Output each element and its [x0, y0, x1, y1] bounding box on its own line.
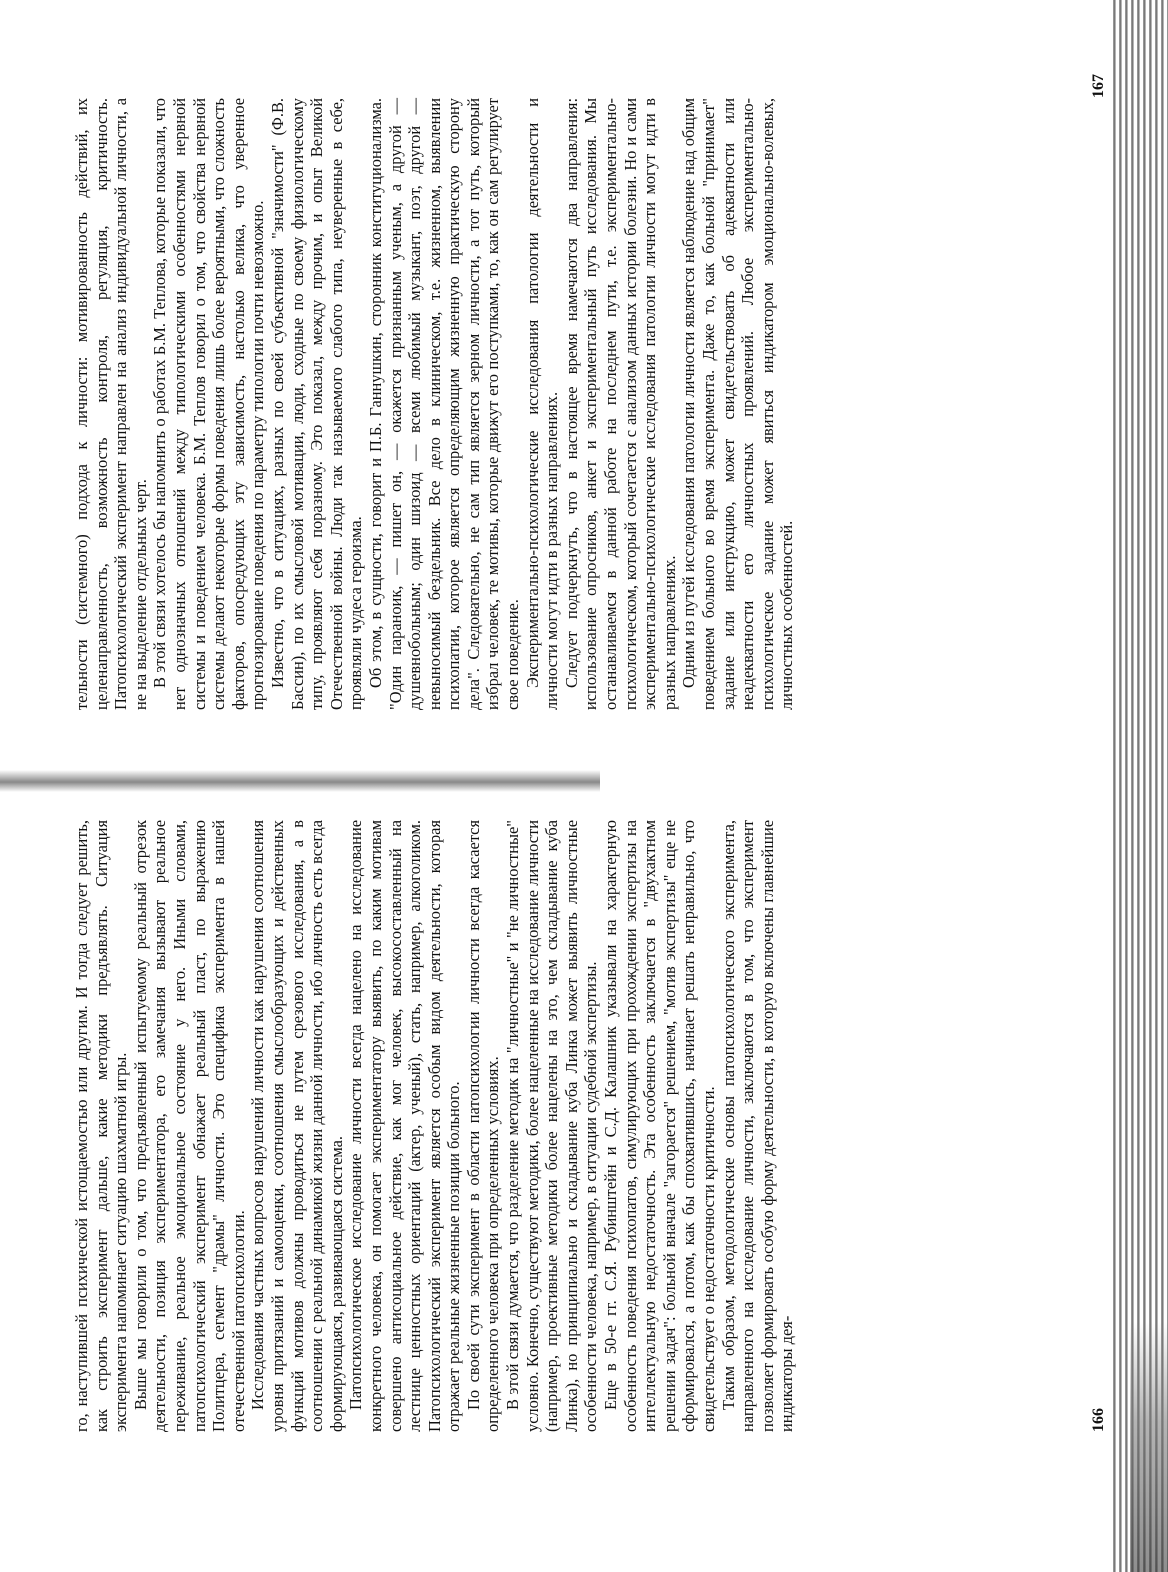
page-number: 167 — [1090, 74, 1107, 98]
paragraph: тельности (системного) подхода к личности: мотивированность действий, их целенаправленность, возможность контроля, регуляция, критичность. Патопсихологический эксперимент направлен на анализ индивидуальной личности, а не на выделение отдельных черт. — [72, 98, 150, 710]
left-page — [0, 782, 1168, 1572]
paragraph: В этой связи хотелось бы напомнить о работах Б.М. Теплова, которые показали, что нет однозначных отношений между типологическими особенностями нервной системы и поведением человека. Б.М. Теплов говорил о том, что свойства нервной системы делают некоторые формы поведения лишь более вероятными, что сложность факторов, опосредующих эту зависимость, настолько велика, что уверенное прогнозирование поведения по параметру типологии почти невозможно. — [150, 98, 268, 710]
paragraph: Известно, что в ситуациях, разных по своей субъективной "значимости" (Ф.В. Бассин), по их смысловой мотивации, люди, сходные по своему физиологическому типу, проявляют себя поразному. Это показал, между прочим, и опыт Великой Отечественной войны. Люди так называемого слабого типа, неуверенные в себе, проявляли чудеса героизма. — [267, 98, 366, 710]
left-page-text — [72, 820, 797, 1432]
paragraph: Выше мы говорили о том, что предъявленный испытуемому реальный отрезок деятельности, позиция экспериментатора, его замечания вызывают реальное переживание, реальное эмоциональное состояние у него. Иными словами, патопсихологический эксперимент обнажает реальный пласт, по выражению Политцера, сегмент "драмы" личности. Это специфика эксперимента в нашей отечественной патопсихологии. — [130, 820, 248, 1432]
paragraph: По своей сути эксперимент в области патопсихологии личности всегда касается определенного человека при определенных условиях. — [463, 820, 503, 1432]
paragraph: Одним из путей исследования патологии личности является наблюдение над общим поведением больного во время эксперимента. Даже то, как больной "принимает" задание или инструкцию, может свидетельствовать об адекватности или неадекватности его личностных проявлений. Любое экспериментально-психологическое задание может явиться индикатором эмоционально-волевых, личностных особенностей. — [679, 98, 797, 710]
right-page — [0, 0, 1168, 782]
paragraph: Еще в 50-е гг. С.Я. Рубинштейн и С.Д. Калашник указывали на характерную особенность поведения психопатов, симулирующих при прохождении экспертизы на интеллектуальную недостаточность. Эта особенность заключается в "двухактном решении задач": больной вначале "загорается" решением, "мотив экспертизы" еще не сформировался, а потом, как бы спохватившись, начинает решать неправильно, что свидетельствует о недостаточности критичности. — [601, 820, 718, 1432]
paragraph: Патопсихологическое исследование личности всегда нацелено на исследование конкретного человека, он помогает экспериментатору выявить, по каким мотивам совершено антисоциальное действие, как мог человек, высокосоставленный на лестнице ценностных ориентаций (актер, ученый), стать, например, алкоголиком. Патопсихологический эксперимент является особым видом деятельности, которая отражает реальные жизненные позиции больного. — [346, 820, 464, 1432]
paragraph: Исследования частных вопросов нарушений личности как нарушения соотношения уровня притязаний и самооценки, соотношения смыслообразующих и действенных функций мотивов должны проводиться не путем срезового исследования, а в соотношении с реальной динамикой жизни данной личности, ибо личность есть всегда формирующаяся, развивающаяся система. — [248, 820, 346, 1432]
paragraph: го, наступившей психической истощаемостью или другим. И тогда следует решить, как строить эксперимент дальше, какие методики предъявлять. Ситуация эксперимента напоминает ситуацию шахматной игры. — [72, 820, 131, 1432]
paragraph: Следует подчеркнуть, что в настоящее время намечаются два направления: использование опросников, анкет и экспериментальный путь исследования. Мы останавливаемся в данной работе на последнем пути, т.е. экспериментально-психологическом, который сочетается с анализом данных истории болезни. Но и сами экспериментально-психологические исследования патологии личности могут идти в разных направлениях. — [561, 98, 679, 710]
right-page-text — [72, 98, 797, 710]
paragraph: Таким образом, методологические основы патопсихологического эксперимента, направленного на исследование личности, заключаются в том, что эксперимент позволяет формировать особую форму деятельности, в которую включены главнейшие индикаторы дея- — [718, 820, 797, 1432]
paragraph: В этой связи думается, что разделение методик на "личностные" и "не личностные" условно. Конечно, существуют методики, более нацеленные на исследование личности (например, проективные методики более нацелены на это, чем складывание куба Линка), но принципиально и складывание куба Линка может выявить личностные особенности человека, например, в ситуации судебной экспертизы. — [503, 820, 601, 1432]
page-number: 166 — [1090, 1408, 1107, 1432]
paragraph: Об этом, в сущности, говорит и П.Б. Ганнушкин, сторонник конституционализма. "Один параноик, — пишет он, — окажется признанным ученым, а другой — душевнобольным; один шизоид — всеми любимый музыкант, поэт, другой — невыносимый бездельник. Все дело в клиническом, т.е. жизненном, выявлении психопатии, которое является определяющим жизненную практическую сторону дела". Следовательно, не сам тип является зерном личности, а тот путь, который избрал человек, те мотивы, которые движут его поступками, то, как он сам регулирует свое поведение. — [365, 98, 523, 710]
paragraph: Экспериментально-психологические исследования патологии деятельности и личности могут идти в разных направлениях. — [522, 98, 562, 710]
scan-shadow — [1130, 1322, 1168, 1572]
